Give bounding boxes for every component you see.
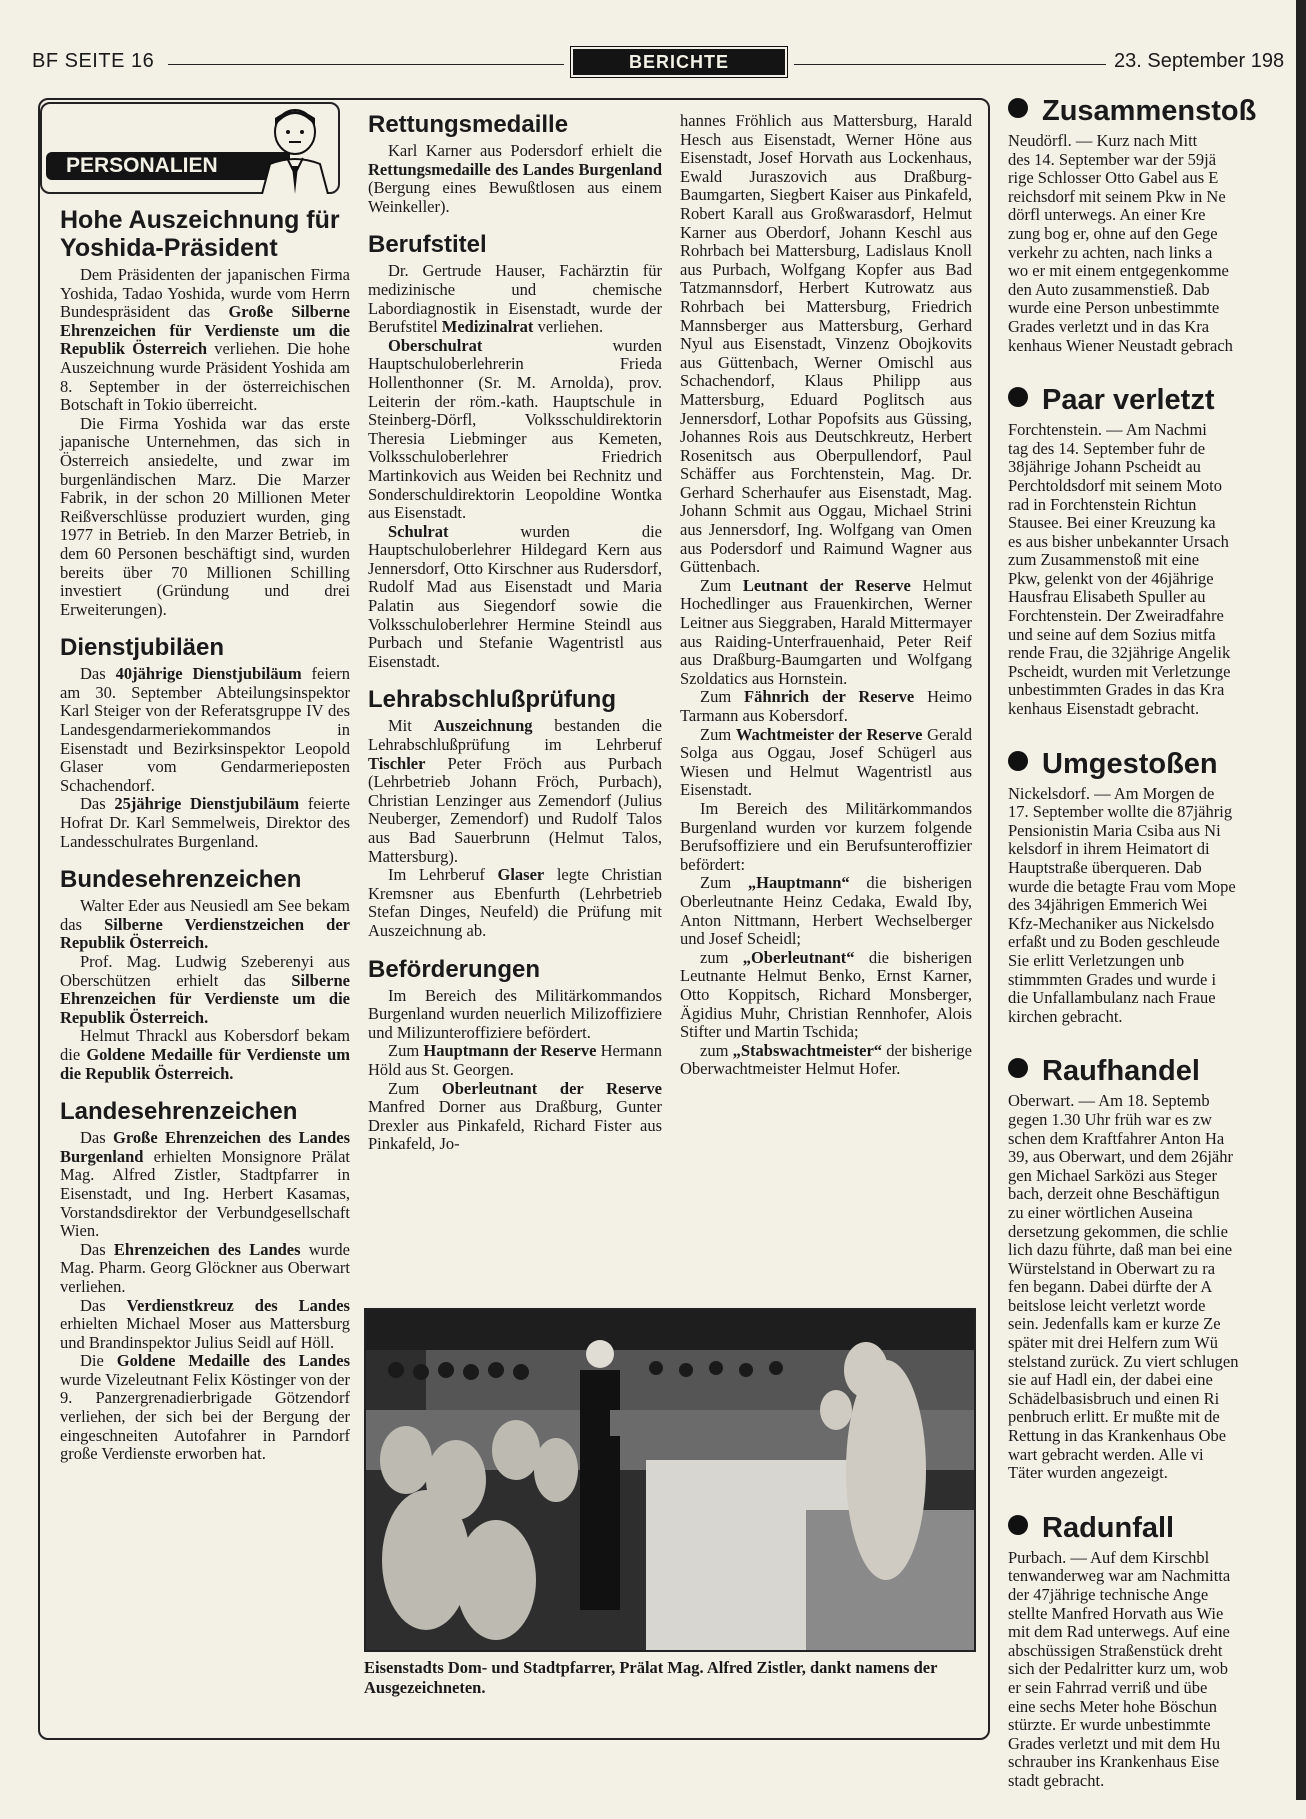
news-text-line: wo er mit einem entgegenkomme — [1008, 261, 1229, 281]
paragraph: zum „Stabswachtmeister“ der bisherige Oberwachtmeister Helmut Hofer. — [680, 1040, 972, 1079]
photo-caption: Eisenstadts Dom- und Stadtpfarrer, Prälat Mag. Alfred Zistler, dankt namens der Ausgezeichneten. — [364, 1658, 938, 1697]
news-article — [1008, 1054, 1304, 1482]
news-text-line: Perchtoldsdorf mit seinem Moto — [1008, 475, 1223, 495]
news-text-line: rad in Forchtenstein Richtun — [1008, 494, 1197, 514]
news-text-line: gen Michael Sarközi aus Steger — [1008, 1165, 1217, 1185]
news-text-line: abschüssigen Straßenstück dreht — [1008, 1640, 1223, 1660]
news-headline: Zusammenstoß — [1008, 94, 1304, 128]
news-text-line: stelstand zurück. Zu viert schlugen — [1008, 1351, 1239, 1371]
news-text-line: des 14. September war der 59jä — [1008, 149, 1217, 169]
news-text-line: Nickelsdorf. — Am Morgen de — [1008, 783, 1215, 803]
issue-date: 23. September 198 — [1114, 50, 1285, 72]
news-text-line: wart gebracht werden. Alle vi — [1008, 1444, 1204, 1464]
news-text-line: der 47jährige technische Ange — [1008, 1585, 1209, 1604]
news-text-line: 39, aus Oberwart, und dem 26jähr — [1008, 1147, 1233, 1167]
news-text-line: schrauber ins Krankenhaus Eise — [1008, 1752, 1220, 1772]
news-text-line: lich dazu führte, daß man bei eine — [1008, 1240, 1233, 1260]
news-text-line: stürzte. Er wurde unbestimmte — [1008, 1715, 1211, 1735]
news-text-line: gegen 1.30 Uhr früh war es zw — [1008, 1109, 1212, 1129]
news-text-line: Würstelstand in Oberwart zu ra — [1008, 1258, 1216, 1278]
ceremony-photo-image — [366, 1310, 974, 1650]
news-text-line: kenhaus Eisenstadt gebracht. — [1008, 699, 1200, 719]
paragraph: Dr. Gertrude Hauser, Fachärztin für medizinische und chemische Labordiagnostik in Eisenstadt, wurde der Berufstitel Medizinalrat verliehen. — [368, 261, 662, 337]
news-text-line: unbestimmten Grades in das Kra — [1008, 680, 1225, 700]
column-3 — [680, 112, 972, 1079]
paragraph: Das Verdienstkreuz des Landes erhielten Michael Moser aus Mattersburg und Brandinspektor Julius Seidl auf Höll. — [60, 1295, 350, 1352]
news-text-line: 17. September wollte die 87jährig — [1008, 802, 1233, 822]
news-text-line: tenwanderweg war am Nachmitta — [1008, 1566, 1231, 1586]
paragraph: Prof. Mag. Ludwig Szeberenyi aus Oberschützen erhielt das Silberne Ehrenzeichen für Verdienste um die Republik Österreich. — [60, 952, 350, 1027]
news-article — [1008, 747, 1304, 1027]
news-text-line: stadt gebracht. — [1008, 1770, 1105, 1790]
paragraph: Zum „Hauptmann“ die bisherigen Oberleutnante Heinz Cedaka, Ewald Iby, Anton Nittmann, Herbert Wechselberger und Josef Scheidl; — [680, 873, 972, 949]
news-headline: Umgestoßen — [1008, 747, 1304, 781]
paragraph: Das 40jährige Dienstjubiläum feiern am 30. September Abteilungsinspektor Karl Steiger von der Referatsgruppe IV des Landesgendarmeriekommandos in Eisenstadt und Bezirksinspektor Leopold Glaser vom Gendarmerieposten Schachendorf. — [60, 664, 350, 795]
paragraph: Mit Auszeichnung bestanden die Lehrabschlußprüfung im Lehrberuf Tischler Peter Fröch aus Purbach (Lehrbetrieb Johann Fröch, Purbach), Christian Lenzinger aus Zemendorf (Julius Neuberger, Zemendorf) und Rudolf Talos aus Bad Sauerbrunn (Helmut Talos, Mattersburg). — [368, 716, 663, 866]
news-text-line: rende Frau, die 32jährige Angelik — [1008, 643, 1231, 663]
paragraph: Karl Karner aus Podersdorf erhielt die Rettungsmedaille des Landes Burgenland (Bergung eines Bewußtlosen aus einem Weinkeller). — [368, 141, 662, 216]
news-text-line: Forchtenstein. Der Zweiradfahre — [1008, 606, 1224, 626]
news-text-line: später mit drei Helfern zum Wü — [1008, 1333, 1218, 1353]
news-text-line: Forchtenstein. — Am Nachmi — [1008, 420, 1207, 440]
news-text-line: bach, derzeit ohne Beschäftigun — [1008, 1184, 1220, 1204]
heading-bundesehrenzeichen: Bundesehrenzeichen — [60, 866, 302, 894]
paragraph: Dem Präsidenten der japanischen Firma Yoshida, Tadao Yoshida, wurde vom Herrn Bundespräsident das Große Silberne Ehrenzeichen für Verdienste um die Republik Österreich verliehen. Die hohe Auszeichnung wurde Präsident Yoshida am 8. September in der österreichischen Botschaft in Tokio überreicht. — [60, 265, 350, 415]
paragraph: Die Goldene Medaille des Landes wurde Vizeleutnant Felix Köstinger von der 9. Panzergrenadierbrigade Götzendorf verliehen, der sich bei der Bergung der eingeschneiten Autofahrer in Parndorf große Verdienste erworben hat. — [60, 1351, 350, 1464]
header-rule-right — [794, 64, 1106, 65]
news-headline: Radunfall — [1008, 1511, 1304, 1545]
news-text-line: sich der Pedalritter kurz um, wob — [1008, 1659, 1228, 1679]
news-text-line: beitslose leicht verletzt worde — [1008, 1295, 1206, 1315]
column-1 — [60, 206, 350, 1464]
paragraph: hannes Fröhlich aus Mattersburg, Harald Hesch aus Eisenstadt, Werner Höne aus Eisenstadt, Josef Horvath aus Lockenhaus, Ewald Juraszovich aus Draßburg-Baumgarten, Siegbert Kaiser aus Pinkafeld, Robert Karall aus Großwarasdorf, Helmut Karner aus Oberdorf, Johann Keschl aus Rohrbach bei Mattersburg, Ladislaus Knoll aus Purbach, Wolfgang Kopfer aus Bad Tatzmannsdorf, Herbert Kutrowatz aus Rohrbach bei Mattersburg, Friedrich Mannsberger aus Mattersburg, Gerhard Nyul aus Eisenstadt, Vinzenz Obojkovits aus Güttenbach, Werner Omischl aus Schachendorf, Klaus Philipp aus Mattersburg, Eduard Poglitsch aus Jennersdorf, Lothar Popofsits aus Güssing, Johannes Rois aus Deutschkreutz, Herbert Rosenitsch aus Oberpullendorf, Paul Schäffer aus Forchtenstein, Mag. Dr. Gerhard Scherhaufer aus Eisenstadt, Mag. Johann Schmit aus Oggau, Michael Strini aus Jennersdorf, Ing. Wolfgang van Omen aus Podersdorf und Raimund Wagner aus Güttenbach. — [680, 111, 972, 577]
paragraph: Im Lehrberuf Glaser legte Christian Kremsner aus Ebenfurth (Lehrbetrieb Stefan Dinges, Neufeld) die Prüfung mit Auszeichnung ab. — [368, 865, 662, 940]
news-text-line: rige Schlosser Otto Gabel aus E — [1008, 168, 1219, 188]
paragraph: Zum Oberleutnant der Reserve Manfred Dorner aus Draßburg, Gunter Drexler aus Pinkafeld, Richard Fister aus Pinkafeld, Jo- — [368, 1078, 662, 1154]
headline-yoshida: Hohe Auszeichnung für Yoshida-Präsident — [60, 206, 340, 262]
news-text-line: Hauptstraße überqueren. Dab — [1008, 858, 1202, 877]
paragraph: Das Große Ehrenzeichen des Landes Burgenland erhielten Monsignore Prälat Mag. Alfred Zistler, Stadtpfarrer in Eisenstadt, und Ing. Herbert Kasamas, Vorstandsdirektor der Verbundgesellschaft Wien. — [60, 1128, 350, 1241]
news-text-line: erfaßt und zu Boden geschleude — [1008, 932, 1220, 952]
news-text-line: er sein Fahrrad verriß und übe — [1008, 1677, 1208, 1697]
news-article — [1008, 1511, 1304, 1791]
paragraph: Im Bereich des Militärkommandos Burgenland wurden neuerlich Milizoffiziere und Milizunteroffiziere befördert. — [368, 985, 662, 1042]
section-badge — [570, 46, 788, 78]
bullet-icon — [1008, 98, 1028, 118]
news-text-line: Stausee. Bei einer Kreuzung ka — [1008, 513, 1216, 533]
heading-befoerderungen: Beförderungen — [368, 955, 541, 983]
news-text-line: penbruch erlitt. Er mußte mit de — [1008, 1407, 1220, 1427]
news-text-line: Kfz-Mechaniker aus Nickelsdo — [1008, 913, 1215, 933]
person-icon — [252, 104, 338, 194]
news-headline: Paar verletzt — [1008, 383, 1304, 417]
news-text-line: fen begann. Dabei dürfte der A — [1008, 1277, 1213, 1297]
bullet-icon — [1008, 1058, 1028, 1078]
heading-landesehrenzeichen: Landesehrenzeichen — [60, 1098, 298, 1126]
paragraph: Zum Hauptmann der Reserve Hermann Höld aus St. Georgen. — [368, 1041, 662, 1079]
news-text-line: den Auto zusammenstieß. Dab — [1008, 279, 1210, 299]
news-text-line: zu einer wörtlichen Auseina — [1008, 1202, 1193, 1222]
news-text-line: tag des 14. September fuhr de — [1008, 438, 1206, 458]
news-text-line: die Unfallambulanz nach Fraue — [1008, 988, 1216, 1008]
paragraph: Das Ehrenzeichen des Landes wurde Mag. Pharm. Georg Glöckner aus Oberwart verliehen. — [60, 1239, 350, 1296]
news-text-line: mit dem Rad unterwegs. Auf eine — [1008, 1622, 1230, 1642]
paragraph: Die Firma Yoshida war das erste japanische Unternehmen, das sich in Österreich ansiedelte, und zwar im burgenländischen Marz. Die Marzer Fabrik, in der schon 20 Millionen Meter Reißverschlüsse produziert wurden, ging 1977 in Betrieb. In den Marzer Betrieb, in dem 60 Personen beschäftigt sind, wurden bereits über 70 Millionen Schilling investiert (Gründung und drei Erweiterungen). — [60, 413, 350, 619]
news-text-line: stellte Manfred Horvath aus Wie — [1008, 1603, 1224, 1623]
paragraph: Walter Eder aus Neusiedl am See bekam das Silberne Verdienstzeichen der Republik Österreich. — [60, 896, 350, 953]
news-text-line: schen dem Kraftfahrer Anton Ha — [1008, 1128, 1225, 1148]
personalien-logo — [40, 102, 340, 194]
news-text-line: sein. Jedenfalls kam er kurze Ze — [1008, 1314, 1221, 1334]
news-text-line: Pensionistin Maria Csiba aus Ni — [1008, 820, 1221, 840]
news-text-line: Pkw, gelenkt von der 46jährige — [1008, 568, 1214, 588]
news-text-line: Täter wurden angezeigt. — [1008, 1463, 1168, 1483]
paragraph: zum „Oberleutnant“ die bisherigen Leutnante Helmut Benko, Ernst Karner, Otto Koppitsch, Richard Monsberger, Ägidius Muhr, Christian Rennhofer, Alois Stifter und Martin Tschida; — [680, 947, 972, 1042]
news-text-line: Grades verletzt und mit dem Hu — [1008, 1733, 1221, 1753]
news-article — [1008, 94, 1304, 355]
paragraph: Im Bereich des Militärkommandos Burgenland wurden vor kurzem folgende Berufsoffiziere und ein Berufsunteroffizier befördert: — [680, 798, 972, 874]
news-text-line: dörfl unterwegs. An einer Kre — [1008, 205, 1206, 225]
news-text-line: Oberwart. — Am 18. Septemb — [1008, 1091, 1210, 1111]
ceremony-photo — [364, 1308, 976, 1652]
news-text-line: kenhaus Wiener Neustadt gebrach — [1008, 335, 1233, 355]
paragraph: Oberschulrat wurden Hauptschuloberlehrerin Frieda Hollenthonner (Sr. M. Arnolda), prov. Leiterin der röm.-kath. Hauptschule in Steinberg-Dörfl, Volksschuldirektorin Theresia Liebminger aus Kemeten, Volksschuloberlehrer Friedrich Martinkovich aus Weiden bei Rechnitz und Sonderschuldirektorin Leopoldine Wontka aus Eisenstadt. — [368, 335, 662, 523]
news-text-line: sie auf Hadl ein, der dabei eine — [1008, 1370, 1213, 1390]
heading-rettungsmedaille: Rettungsmedaille — [368, 111, 569, 138]
news-text-line: wurde die betagte Frau vom Mope — [1008, 876, 1236, 896]
heading-dienstjubilaeen: Dienstjubiläen — [60, 634, 225, 662]
news-text-line: Grades verletzt und in das Kra — [1008, 316, 1210, 336]
news-headline: Raufhandel — [1008, 1054, 1304, 1088]
news-text-line: kirchen gebracht. — [1008, 1006, 1123, 1026]
bullet-icon — [1008, 751, 1028, 771]
news-text-line: und seine auf dem Sozius mitfa — [1008, 624, 1216, 644]
news-text-line: wurde eine Person unbestimmte — [1008, 298, 1220, 318]
paragraph: Helmut Thrackl aus Kobersdorf bekam die Goldene Medaille für Verdienste um die Republik Österreich. — [60, 1026, 350, 1083]
column-4-news — [1008, 94, 1304, 1819]
news-text-line: Purbach. — Auf dem Kirschbl — [1008, 1547, 1210, 1567]
page-number: BF SEITE 16 — [32, 50, 155, 72]
news-text-line: zum Zusammenstoß mit eine — [1008, 550, 1200, 570]
bullet-icon — [1008, 387, 1028, 407]
news-text-line: Rettung in das Krankenhaus Obe — [1008, 1426, 1227, 1446]
news-text-line: Pscheidt, wurden mit Verletzunge — [1008, 661, 1231, 681]
news-text-line: Sie erlitt Verletzungen unb — [1008, 950, 1185, 970]
news-text-line: es aus bisher unbekannter Ursach — [1008, 531, 1229, 551]
news-text-line: stimmmten Grades und wurde i — [1008, 969, 1217, 989]
news-text-line: dersetzung gekommen, die schlie — [1008, 1221, 1228, 1241]
paragraph: Zum Fähnrich der Reserve Heimo Tarmann aus Kobersdorf. — [680, 687, 972, 725]
paragraph: Schulrat wurden die Hauptschuloberlehrer Hildegard Kern aus Jennersdorf, Otto Kirschner aus Rudersdorf, Rudolf Mad aus Eisenstadt und Maria Palatin aus Siegendorf sowie die Volksschuloberlehrer Hermine Steindl aus Purbach und Stefanie Wagentristl aus Eisenstadt. — [368, 521, 662, 671]
news-text-line: reichsdorf mit seinem Pkw in Ne — [1008, 186, 1226, 206]
news-text-line: Hausfrau Elisabeth Spuller au — [1008, 587, 1206, 607]
news-article — [1008, 383, 1304, 719]
news-text-line: Schädelbasisbruch und einen Ri — [1008, 1388, 1220, 1408]
news-text-line: Neudörfl. — Kurz nach Mitt — [1008, 131, 1198, 150]
logo-label: PERSONALIEN — [66, 154, 218, 177]
news-text-line: eine sechs Meter hohe Böschun — [1008, 1696, 1217, 1716]
bullet-icon — [1008, 1515, 1028, 1535]
news-text-line: kelsdorf in ihrem Heimatort di — [1008, 839, 1210, 859]
header-rule-left — [168, 64, 564, 65]
news-text-line: verkehr zu achten, nach links a — [1008, 242, 1213, 262]
paragraph: Zum Wachtmeister der Reserve Gerald Solga aus Oggau, Josef Schügerl aus Wiesen und Helmut Wagentristl aus Eisenstadt. — [680, 724, 972, 800]
news-text-line: zung bog er, ohne auf den Gege — [1008, 223, 1218, 243]
news-text-line: 38jährige Johann Pscheidt au — [1008, 457, 1201, 477]
section-label: BERICHTE — [573, 49, 785, 75]
paragraph: Das 25jährige Dienstjubiläum feierte Hofrat Dr. Karl Semmelweis, Direktor des Landesschulrates Burgenland. — [60, 794, 350, 851]
news-text-line: des 34jährigen Emmerich Wei — [1008, 895, 1208, 915]
column-2 — [368, 112, 662, 1154]
heading-lehrabschlusspruefung: Lehrabschlußprüfung — [368, 686, 616, 714]
paragraph: Zum Leutnant der Reserve Helmut Hochedlinger aus Frauenkirchen, Werner Leitner aus Sieggraben, Harald Mittermayer aus Raiding-Unterfrauenhaid, Peter Reif aus Draßburg-Baumgarten und Wolfgang Szoldatics aus Hornstein. — [680, 575, 972, 688]
heading-berufstitel: Berufstitel — [368, 231, 487, 259]
